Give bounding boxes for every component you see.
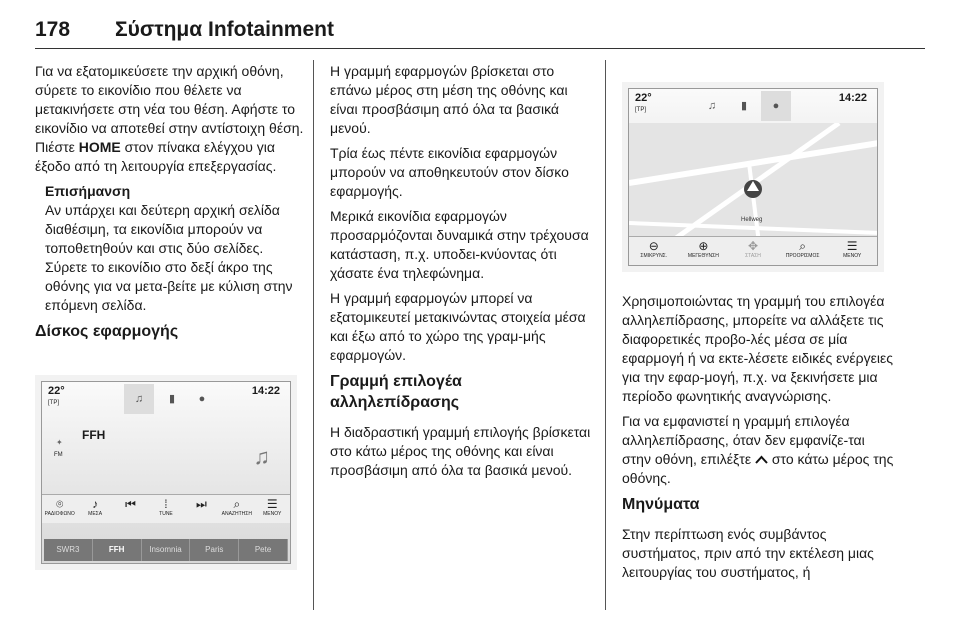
favourite-item[interactable]: Paris bbox=[190, 539, 239, 561]
street-name: Hellweg bbox=[741, 217, 763, 223]
paragraph: Για να εξατομικεύσετε την αρχική οθόνη, σύρετε το εικονίδιο που θέλετε να μετακινήσετε στη νέα του θέση. Αφήστε το εικονίδιο να αποτεθεί στην αντίστοιχη θέση. Πιέστε HOME στον πίνακα ελέγχου για έξοδο από τη λειτουργία επεξεργασίας. bbox=[35, 63, 304, 174]
section-heading: Δίσκος εφαρμογής bbox=[35, 323, 179, 340]
note-text: Αν υπάρχει και δεύτερη αρχική σελίδα διαθέσιμη, τα εικονίδια μπορούν να τοποθετηθούν και στις δύο σελίδες. Σύρετε το εικονίδιο στο δεξί άκρο της οθόνης για να μετα-βείτε με κύλιση στην επόμενη σελίδα. bbox=[45, 202, 293, 313]
interaction-selector-bar bbox=[42, 494, 290, 523]
previous-icon[interactable]: ⏮ bbox=[125, 497, 136, 511]
interaction-selector-bar bbox=[629, 236, 877, 265]
column-divider bbox=[605, 60, 606, 610]
clock: 14:22 bbox=[251, 385, 280, 397]
map-roads bbox=[629, 123, 878, 243]
note-box bbox=[35, 182, 305, 315]
favourite-item[interactable]: Pete bbox=[239, 539, 288, 561]
zoom-in-button[interactable]: ⊕ ΜΕΓΕΘΥΝΣΗ bbox=[687, 239, 719, 259]
map-view[interactable] bbox=[629, 123, 877, 243]
music-note-icon: ♫ bbox=[707, 100, 717, 112]
favourite-item[interactable]: FFH bbox=[93, 539, 142, 561]
favourite-item[interactable]: Insomnia bbox=[142, 539, 191, 561]
paragraph: Τρία έως πέντε εικονίδια εφαρμογών μπορούν να αποθηκευτούν στον δίσκο εφαρμογής. bbox=[330, 145, 569, 199]
paragraph: Η διαδραστική γραμμή επιλογής βρίσκεται στο κάτω μέρος της οθόνης και είναι προσβάσιμη από όλα τα βασικά μενού. bbox=[330, 424, 591, 478]
band-label: FM bbox=[54, 452, 63, 458]
page-number: 178 bbox=[35, 18, 71, 41]
stop-button[interactable]: ✥ ΣΤΑΣΗ bbox=[745, 239, 761, 259]
music-note-icon: ♫ bbox=[124, 384, 154, 414]
temperature: 22° bbox=[48, 385, 65, 397]
paragraph: Για να εμφανιστεί η γραμμή επιλογέα αλληλεπίδρασης, όταν δεν εμφανίζε-ται στην οθόνη, επιλέξτε στο κάτω μέρος της οθόνης. bbox=[622, 413, 894, 486]
tune-button[interactable]: ⁞ TUNE bbox=[159, 497, 173, 517]
page-header bbox=[35, 10, 925, 49]
phone-icon: ▮ bbox=[740, 100, 748, 112]
antenna-icon: ✦ bbox=[56, 438, 63, 447]
paragraph: Η γραμμή εφαρμογών μπορεί να εξατομικευτεί μετακινώντας στοιχεία μέσα και έξω από το χώρο της γραμ-μής εφαρμογών. bbox=[330, 290, 586, 363]
search-button[interactable]: ⌕ ΑΝΑΖΗΤΗΣΗ bbox=[221, 497, 252, 517]
paragraph: Μερικά εικονίδια εφαρμογών προσαρμόζονται δυναμικά στην τρέχουσα κατάσταση, π.χ. υποδει-κνύοντας ότι χάσατε ένα τηλεφώνημα. bbox=[330, 208, 589, 281]
column-1 bbox=[35, 62, 305, 352]
nav-icon: ● bbox=[761, 91, 791, 121]
navigation-screen-image bbox=[622, 82, 884, 272]
column-3 bbox=[622, 292, 894, 588]
station-name: FFH bbox=[82, 428, 106, 442]
destination-button[interactable]: ⌕ ΠΡΟΟΡΙΣΜΟΣ bbox=[785, 239, 820, 259]
favourites-bar bbox=[44, 539, 288, 561]
paragraph: Στην περίπτωση ενός συμβάντος συστήματος, πριν από την εκτέλεση μιας λειτουργίας του συστήματος, ή bbox=[622, 526, 874, 580]
favourite-item[interactable]: SWR3 bbox=[44, 539, 93, 561]
phone-icon: ▮ bbox=[168, 393, 176, 405]
menu-button[interactable]: ☰ ΜΕΝΟΥ bbox=[843, 239, 862, 259]
note-title: Επισήμανση bbox=[45, 183, 131, 199]
tp-indicator: [TP] bbox=[635, 107, 647, 113]
section-heading: Μηνύματα bbox=[622, 496, 700, 513]
music-note-icon: ♫ bbox=[253, 444, 270, 469]
nav-icon: ● bbox=[198, 393, 206, 405]
tp-indicator: [TP] bbox=[48, 400, 60, 406]
section-heading: Γραμμή επιλογέα αλληλεπίδρασης bbox=[330, 373, 462, 411]
menu-button[interactable]: ☰ ΜΕΝΟΥ bbox=[263, 497, 282, 517]
paragraph: Χρησιμοποιώντας τη γραμμή του επιλογέα αλληλεπίδρασης, μπορείτε να αλλάξετε τις διαφορετικές προβο-λές μέσα σε μία εφαρμογή ή να εκτε-λέσετε ειδικές ενέργειες για την εφαρ-μογή, π.χ. να ξεκινήσετε μια περίοδο φωνητικής αναγνώρισης. bbox=[622, 293, 893, 404]
radio-screen-image bbox=[35, 375, 297, 570]
column-divider bbox=[313, 60, 314, 610]
paragraph: Η γραμμή εφαρμογών βρίσκεται στο επάνω μέρος στη μέση της οθόνης και είναι προσβάσιμη από όλα τα βασικά μενού. bbox=[330, 63, 568, 136]
page-title: Σύστημα Infotainment bbox=[115, 18, 334, 41]
next-icon[interactable]: ⏭ bbox=[195, 497, 207, 511]
clock: 14:22 bbox=[838, 92, 867, 104]
media-button[interactable]: ♪ ΜΕΣΑ bbox=[88, 497, 103, 517]
home-key-label: HOME bbox=[78, 139, 121, 155]
radio-button[interactable]: ⌾ ΡΑΔΙΟΦΩΝΟ bbox=[44, 497, 75, 517]
chevron-up-icon bbox=[755, 455, 768, 465]
column-2 bbox=[330, 62, 592, 486]
temperature: 22° bbox=[635, 92, 652, 104]
zoom-out-button[interactable]: ⊖ ΣΜΙΚΡΥΝΣ. bbox=[640, 239, 668, 259]
